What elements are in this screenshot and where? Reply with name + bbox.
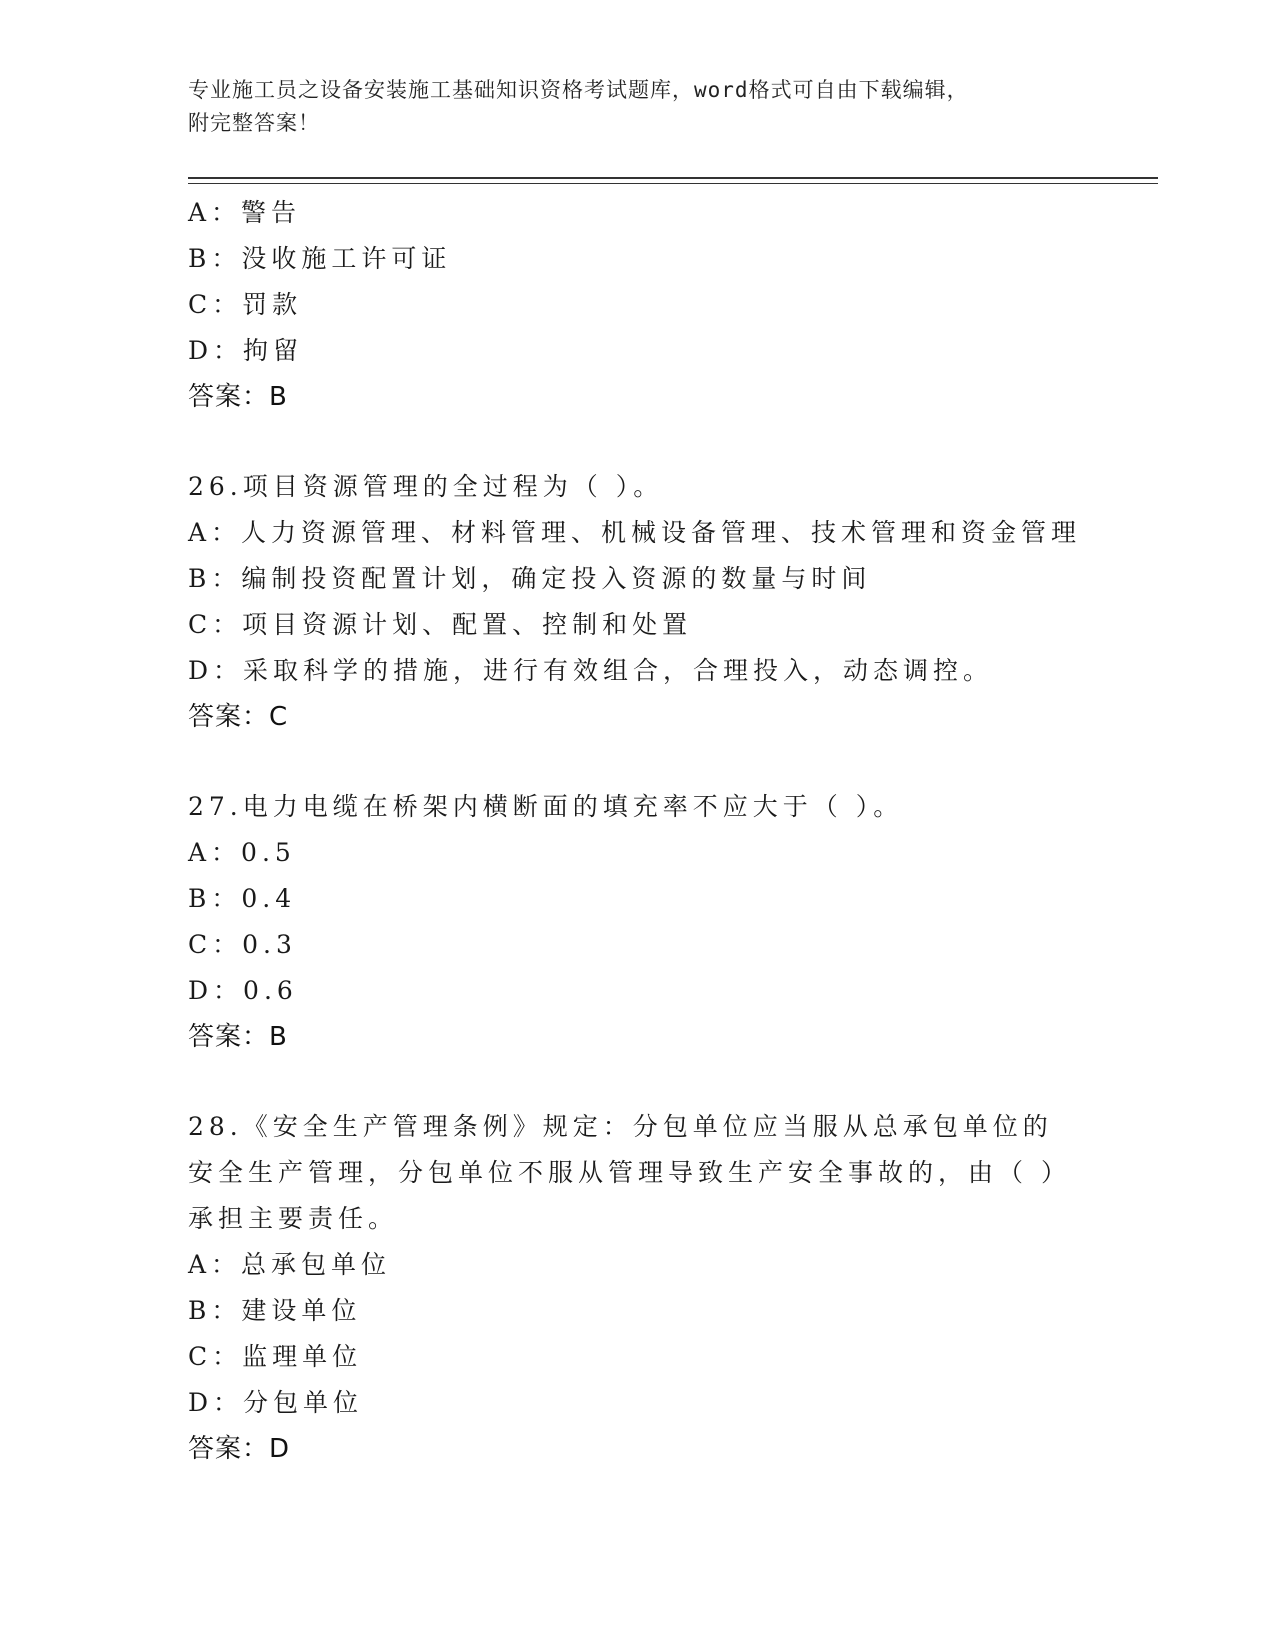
answer-text: 答案：D bbox=[188, 1434, 291, 1464]
document-header bbox=[188, 74, 1068, 140]
option-c: C：0.3 bbox=[188, 930, 297, 959]
option-d: D：拘留 bbox=[188, 336, 304, 365]
question-list bbox=[188, 190, 1088, 1472]
option-b: B：建设单位 bbox=[188, 1296, 362, 1325]
option-c: C：项目资源计划、配置、控制和处置 bbox=[188, 610, 693, 639]
option-c: C：监理单位 bbox=[188, 1342, 363, 1371]
option-b: B：0.4 bbox=[188, 884, 297, 913]
header-rule-thick bbox=[188, 177, 1158, 179]
option-b: B：编制投资配置计划，确定投入资源的数量与时间 bbox=[188, 564, 872, 593]
answer-text: 答案：C bbox=[188, 702, 289, 732]
question-25 bbox=[188, 190, 1088, 420]
question-27 bbox=[188, 784, 1088, 1060]
option-c: C：罚款 bbox=[188, 290, 303, 319]
header-rule-thin bbox=[188, 183, 1158, 184]
question-26 bbox=[188, 464, 1088, 740]
question-stem: 27.电力电缆在桥架内横断面的填充率不应大于（ ）。 bbox=[188, 792, 904, 821]
option-d: D：0.6 bbox=[188, 976, 298, 1005]
answer-text: 答案：B bbox=[188, 1022, 288, 1052]
question-stem: 26.项目资源管理的全过程为（ ）。 bbox=[188, 472, 664, 501]
option-a: A：0.5 bbox=[188, 838, 296, 867]
option-a: A：警告 bbox=[188, 198, 302, 227]
option-b: B：没收施工许可证 bbox=[188, 244, 452, 273]
option-a: A：总承包单位 bbox=[188, 1250, 392, 1279]
answer-text: 答案：B bbox=[188, 382, 288, 412]
document-page bbox=[188, 0, 1158, 1650]
option-d: D：分包单位 bbox=[188, 1388, 364, 1417]
option-d: D：采取科学的措施，进行有效组合，合理投入，动态调控。 bbox=[188, 656, 994, 685]
header-line-1: 专业施工员之设备安装施工基础知识资格考试题库，word格式可自由下载编辑， bbox=[188, 78, 969, 102]
question-28 bbox=[188, 1104, 1088, 1472]
question-stem: 28.《安全生产管理条例》规定：分包单位应当服从总承包单位的安全生产管理，分包单位不服从管理导致生产安全事故的，由（ ）承担主要责任。 bbox=[188, 1112, 1059, 1233]
header-line-2: 附完整答案！ bbox=[188, 111, 320, 135]
option-a: A：人力资源管理、材料管理、机械设备管理、技术管理和资金管理 bbox=[188, 518, 1082, 547]
